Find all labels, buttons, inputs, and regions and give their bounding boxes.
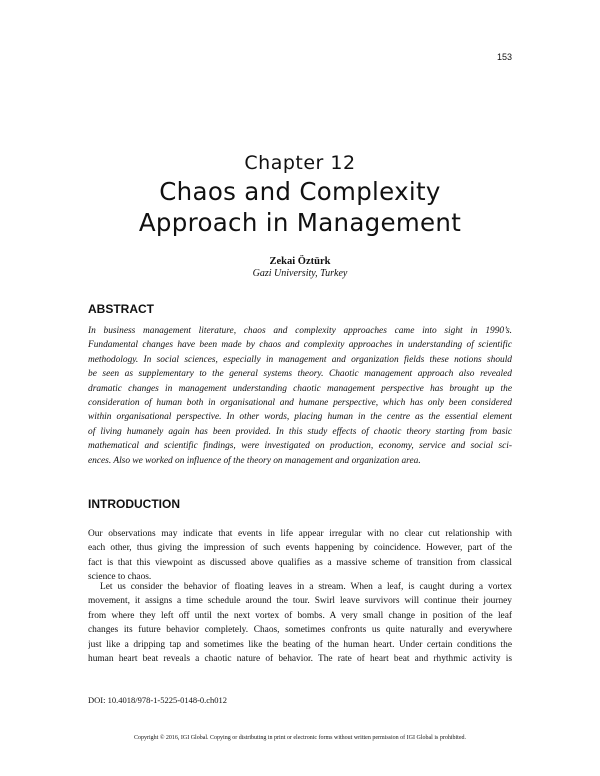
introduction-paragraph-2	[88, 580, 512, 666]
abstract-body	[88, 324, 512, 468]
paragraph-line: each other, thus giving the impression of such events happening by coincidence. However, part of the	[88, 543, 512, 554]
introduction-heading: INTRODUCTION	[88, 497, 180, 511]
paragraph-line: movement, it assigns a time schedule around the tour. Swirl leave survivors will continue their journey	[88, 596, 512, 607]
abstract-heading: ABSTRACT	[88, 302, 154, 316]
paragraph-line: Let us consider the behavior of floating leaves in a stream. When a leaf, is caught during a vortex	[100, 582, 512, 592]
paragraph-line: human heart beat reveals a chaotic nature of behavior. The rate of heart beat and rhythmic activity is	[88, 654, 512, 665]
chapter-label: Chapter 12	[244, 152, 356, 174]
paragraph-line: from where they left off until the next vortex of bombs. A very small change in position of the leaf	[88, 610, 512, 621]
abstract-line: methodology. In social sciences, especially in management and organization fields these notions should	[88, 354, 512, 365]
doi: DOI: 10.4018/978-1-5225-0148-0.ch012	[88, 695, 228, 705]
abstract-line: ences. Also we worked on influence of the theory on management and organization area.	[88, 455, 421, 466]
abstract-line: In business management literature, chaos and complexity approaches came into sight in 1990’s.	[88, 326, 512, 336]
abstract-line: of living humanely again has been provided. In this study effects of chaotic theory starting from basic	[88, 426, 512, 437]
chapter-title	[60, 176, 540, 238]
abstract-line: within organisational perspective. In other words, placing human in the centre as the essential element	[88, 412, 512, 423]
paragraph-line: fact is that this viewpoint as discussed above qualifies as a massive scheme of transition from classical	[88, 557, 512, 568]
copyright-notice: Copyright © 2016, IGI Global. Copying or distributing in print or electronic forms without written permission of IGI Global is prohibited.	[133, 735, 466, 741]
paragraph-line: science to chaos.	[88, 572, 152, 583]
abstract-line: be seen as supplementary to the general systems theory. Chaotic management approach also revealed	[88, 369, 512, 380]
chapter-title-line: Chaos and Complexity	[159, 177, 441, 206]
abstract-line: Fundamental changes have been made by chaos and complexity approaches in understanding of scientific	[88, 340, 512, 351]
paragraph-line: just like a dripping tap and sometimes like the beating of the human heart. Under certain conditions the	[88, 639, 512, 650]
author-affiliation: Gazi University, Turkey	[252, 268, 348, 279]
page-number: 153	[496, 52, 512, 62]
abstract-line: mathematical and scientific findings, were investigated on production, economy, service and social sci-	[88, 441, 512, 452]
introduction-paragraph-1	[88, 527, 512, 585]
paragraph-line: changes its future behavior completely. Chaos, sometimes confronts us quite naturally and everywhere	[88, 625, 512, 636]
author-name: Zekai Öztürk	[269, 256, 331, 267]
abstract-line: consideration of human both in organisational and humane perspective, which has only been considered	[88, 398, 512, 409]
abstract-line: dramatic changes in management understanding chaotic management perspective has brought up the	[88, 383, 512, 394]
paragraph-line: Our observations may indicate that events in life appear irregular with no clear cut relationship with	[88, 529, 512, 539]
chapter-title-line: Approach in Management	[138, 208, 462, 237]
